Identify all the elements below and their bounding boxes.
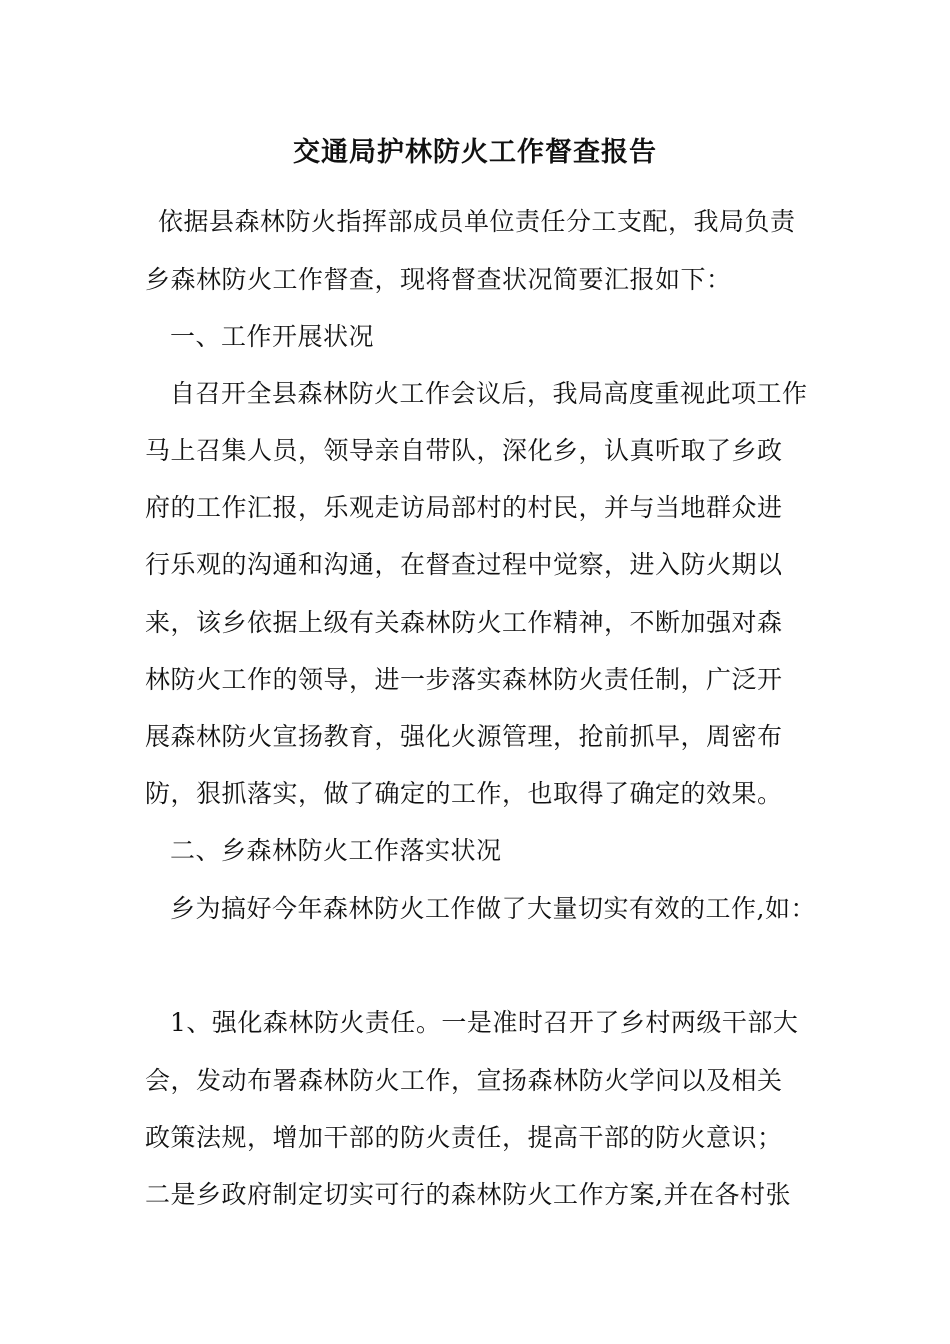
paragraph-line: 行乐观的沟通和沟通，在督查过程中觉察，进入防火期以 <box>145 550 783 579</box>
paragraph-line: 来，该乡依据上级有关森林防火工作精神，不断加强对森 <box>145 608 783 637</box>
paragraph-line: 政策法规，增加干部的防火责任，提高干部的防火意识； <box>145 1123 783 1152</box>
paragraph-line: 会，发动布署森林防火工作，宣扬森林防火学问以及相关 <box>145 1066 783 1095</box>
section-heading: 二、乡森林防火工作落实状况 <box>170 836 502 865</box>
paragraph-line: 乡为搞好今年森林防火工作做了大量切实有效的工作,如： <box>170 894 816 923</box>
paragraph-line: 展森林防火宣扬教育，强化火源管理，抢前抓早，周密布 <box>145 722 783 751</box>
section-heading: 一、工作开展状况 <box>170 322 375 351</box>
paragraph-line: 防，狠抓落实，做了确定的工作，也取得了确定的效果。 <box>145 779 783 808</box>
paragraph-line: 依据县森林防火指挥部成员单位责任分工支配，我局负责 <box>158 207 796 236</box>
paragraph-line: 林防火工作的领导，进一步落实森林防火责任制，广泛开 <box>145 665 783 694</box>
list-item: 1、强化森林防火责任。一是准时召开了乡村两级干部大 <box>170 1008 799 1037</box>
paragraph-line: 自召开全县森林防火工作会议后，我局高度重视此项工作 <box>170 379 808 408</box>
paragraph-line: 乡森林防火工作督查，现将督查状况简要汇报如下： <box>145 265 732 294</box>
paragraph-line: 府的工作汇报，乐观走访局部村的村民，并与当地群众进 <box>145 493 783 522</box>
document-title: 交通局护林防火工作督查报告 <box>293 137 657 168</box>
paragraph-line: 二是乡政府制定切实可行的森林防火工作方案,并在各村张 <box>145 1180 791 1209</box>
paragraph-line: 马上召集人员，领导亲自带队，深化乡，认真听取了乡政 <box>145 436 783 465</box>
